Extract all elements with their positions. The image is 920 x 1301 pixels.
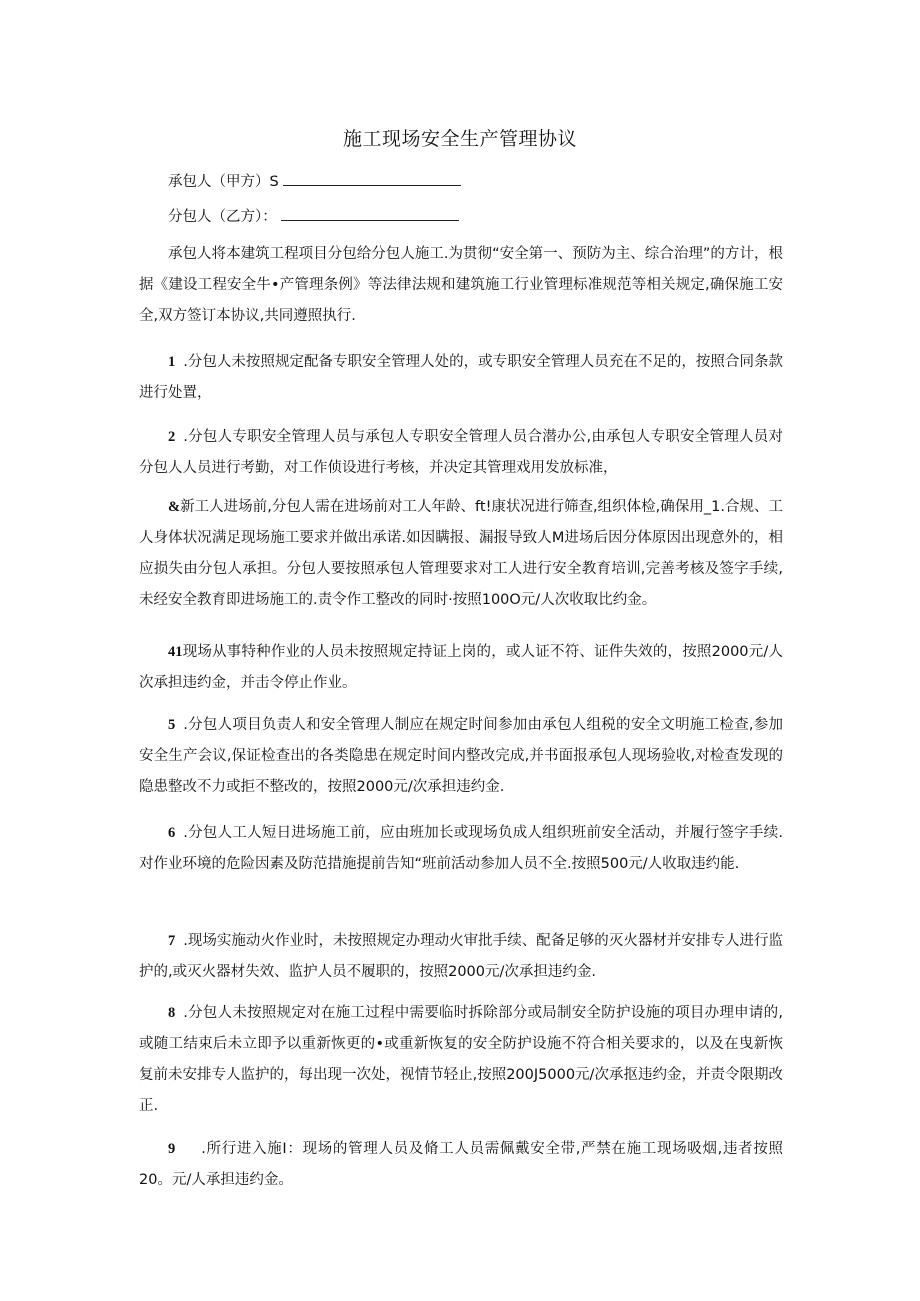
clause-text: .分包人工人短日进场施工前，应由班加长或现场负成人组织班前安全活动，并履行签字手续.对作业环境的危险因素及防范措施提前告知“班前活动参加人员不全.按照500元/人收取违约能. <box>139 825 783 872</box>
clause-number: 1 <box>168 354 176 370</box>
intro-paragraph: 承包人将本建筑工程项目分包给分包人施工.为贯彻“安全第一、预防为主、综合治理”的方计，根据《建设工程安全牛•产管理条例》等法律法规和建筑施工行业管理标准规范等相关规定,确保施工安全,双方签订本协议,共同遵照执行. <box>139 246 783 324</box>
clause-5 <box>139 710 783 803</box>
party-b-line <box>168 205 459 229</box>
clause-2 <box>139 422 783 484</box>
document-title: 施工现场安全生产管理协议 <box>342 128 577 150</box>
clause-text: .分包人项目负责人和安全管理人制应在规定时间参加由承包人组税的安全文明施工检查,参加安全生产会议,保证检查出的各类隐患在规定时间内整改完成,并书面报承包人现场验收,对检查发现的隐患整改不力或拒不整改的，按照2000元/次承担违约金. <box>139 717 783 795</box>
clause-3 <box>139 492 783 616</box>
clause-text: .分包人专职安全管理人员与承包人专职安全管理人员合潜办公,由承包人专职安全管理人员对分包人人员进行考勤，对工作侦设进行考核，并决定其管理戏用发放标准， <box>139 429 783 476</box>
clause-number: 2 <box>168 429 176 445</box>
party-a-label: 承包人（甲方）S <box>168 174 279 190</box>
clause-4 <box>139 637 783 699</box>
party-b-blank <box>281 206 459 221</box>
clause-number: 41 <box>168 644 183 660</box>
clause-8 <box>139 998 783 1122</box>
clause-text: .分包人未按照规定配备专职安全管理人处的，或专职安全管理人员充在不足的，按照合同条款进行处置， <box>139 354 783 401</box>
clause-1 <box>139 347 783 409</box>
clause-text: 新工人进场前,分包人需在进场前对工人年龄、ft!康状况进行筛查,组织体检,确保用_1.合规、工人身体状况满足现场施工要求并做出承诺.如因瞒报、漏报导致人M进场后因分体原因出现意外的，相应损失由分包人承担。分包人要按照承包人管理要求对工人进行安全教育培训,完善考核及签字手续,未经安全教育即进场施工的.责令作工整改的同时·按照100O元/人次收取比约金。 <box>139 499 783 608</box>
clause-9 <box>139 1134 783 1196</box>
clause-text: .所行进入施I：现场的管理人员及脩工人员需佩戴安全带,严禁在施工现场吸烟,违者按照20。元/人承担违约金。 <box>139 1141 783 1188</box>
clause-number: 7 <box>168 933 176 949</box>
party-a-blank <box>283 171 461 186</box>
clause-number: 5 <box>168 717 176 733</box>
clause-6 <box>139 818 783 880</box>
clause-text: .现场实施动火作业时，未按照规定办理动火审批手续、配备足够的灭火器材并安排专人进行监护的,或灭火器材失效、监护人员不履职的，按照2000元/次承担违约金. <box>139 933 783 980</box>
clause-7 <box>139 926 783 988</box>
clause-number: 6 <box>168 825 176 841</box>
party-a-line <box>168 170 461 194</box>
clause-text: .分包人未按照规定对在施工过程中需要临时拆除部分或局制安全防护设施的项目办理申请的,或随工结束后未立即予以重新恢更的•或重新恢复的安全防护设施不符合相关要求的，以及在曳新恢复前未安排专人监护的，每出现一次处，视情节轻止,按照200J5000元/次承抠违约金，并责令限期改正. <box>139 1005 783 1114</box>
clause-text: 现场从事特种作业的人员未按照规定持证上岗的，或人证不符、证件失效的，按照2000元/人次承担违约金，并击令停止作业。 <box>139 644 783 691</box>
clause-number: & <box>168 499 181 515</box>
clause-number: 9 <box>168 1141 176 1157</box>
clause-number: 8 <box>168 1005 176 1021</box>
party-b-label: 分包人（乙方）： <box>168 209 277 225</box>
